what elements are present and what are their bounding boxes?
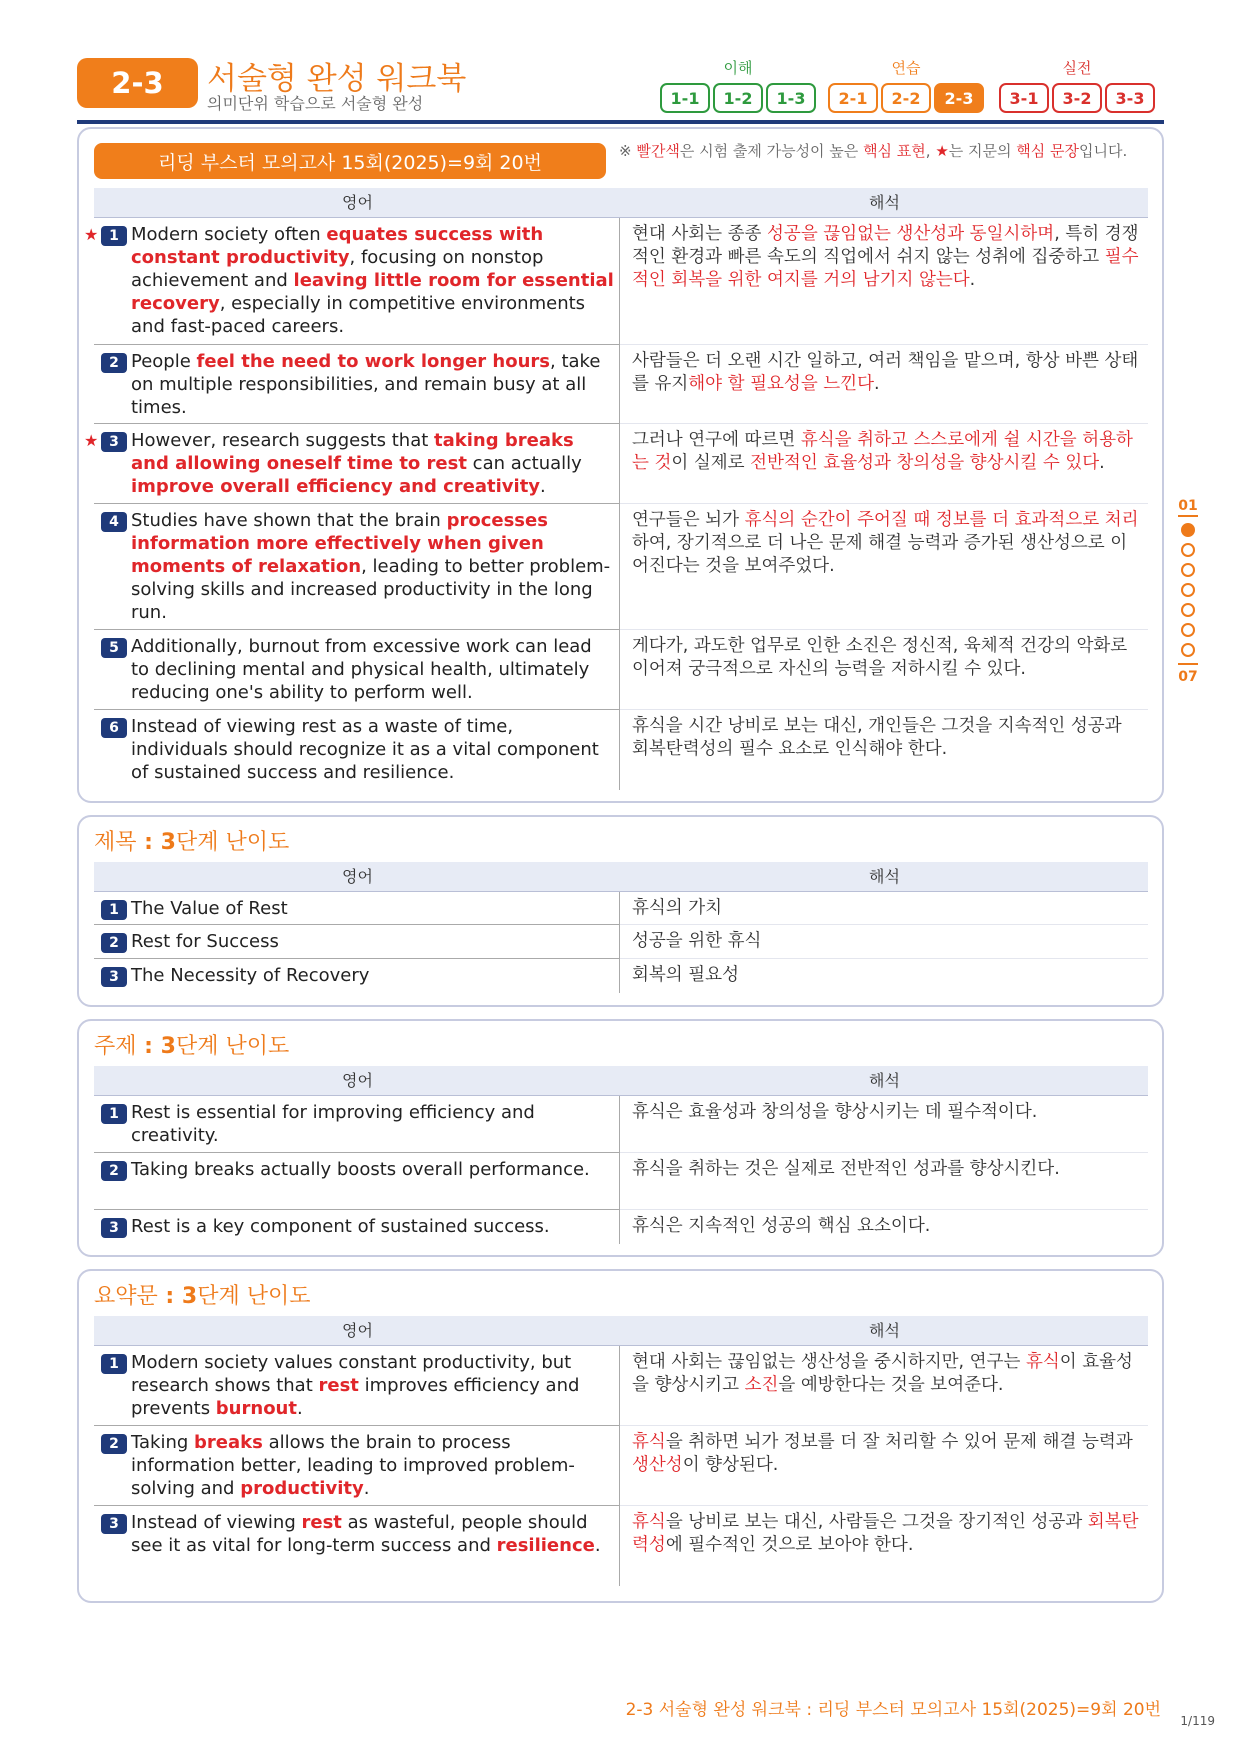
text-segment: can actually: [466, 453, 582, 474]
level-tab-3-1[interactable]: 3-1: [999, 83, 1049, 113]
text-segment: 휴식의 가치: [632, 898, 723, 918]
english-cell: [94, 892, 620, 925]
page-dot[interactable]: [1181, 583, 1195, 597]
english-cell: [94, 630, 620, 710]
page-title: 서술형 완성 워크북: [207, 61, 467, 97]
sentence-number-badge: 6: [101, 718, 127, 738]
text-segment: 이 실제로: [671, 453, 751, 473]
text-segment: Modern society values constant productivity, but research shows that: [131, 1352, 572, 1396]
text-segment: .: [363, 1478, 370, 1499]
column-header-korean: 해석: [869, 867, 900, 886]
column-header-english: 영어: [342, 867, 373, 886]
text-segment: People: [131, 351, 197, 372]
level-group-label: 이해: [723, 59, 753, 77]
level-group-practice: [828, 57, 984, 113]
text-segment: .: [874, 374, 880, 394]
text-segment: Instead of viewing: [131, 1512, 302, 1533]
section-title: 주제 : 3단계 난이도: [94, 1034, 290, 1059]
column-header-english: 영어: [342, 1321, 373, 1340]
level-tab-2-1[interactable]: 2-1: [828, 83, 878, 113]
key-expression: burnout: [215, 1398, 297, 1419]
summary-panel: [77, 1269, 1164, 1603]
text-segment: 휴식을 취하는 것은 실제로 전반적인 성과를 향상시킨다.: [632, 1159, 1060, 1179]
korean-cell: [620, 1153, 1148, 1210]
text-segment: .: [1099, 453, 1105, 473]
key-expression: 전반적인 효율성과 창의성을 향상시킬 수 있다: [750, 453, 1100, 473]
level-group-understand: [660, 57, 816, 113]
key-expression: 소진: [744, 1375, 779, 1395]
level-tab-1-1[interactable]: 1-1: [660, 83, 710, 113]
text-segment: 그러나 연구에 따르면: [632, 430, 801, 450]
korean-cell: [620, 1096, 1148, 1153]
table-row: [94, 630, 1148, 710]
korean-cell: [620, 630, 1148, 710]
key-expression: breaks: [194, 1432, 263, 1453]
key-expression: 휴식을 취하고 스스로에게 쉴 시간을 허용하는 것: [632, 430, 1133, 473]
summary-table: [94, 1316, 1148, 1556]
side-nav-end: 07: [1178, 669, 1198, 685]
text-segment: 사람들은 더 오랜 시간 일하고, 여러 책임을 맡으며, 항상 바쁜 상태를 유지: [632, 351, 1139, 394]
korean-cell: [620, 892, 1148, 925]
text-segment: Modern society often: [131, 224, 327, 245]
side-nav-start: 01: [1178, 498, 1198, 514]
text-segment: 현대 사회는 종종: [632, 224, 768, 244]
level-tab-1-3[interactable]: 1-3: [766, 83, 816, 113]
level-tab-2-3[interactable]: 2-3: [934, 83, 984, 113]
key-expression: 회복탄력성: [632, 1512, 1139, 1555]
table-row: [94, 504, 1148, 630]
key-expression: 성공을 끊임없는 생산성과 동일시하며: [767, 224, 1055, 244]
level-tab-3-3[interactable]: 3-3: [1105, 83, 1155, 113]
table-row: [94, 1506, 1148, 1586]
text-segment: Rest is a key component of sustained success.: [131, 1216, 550, 1237]
key-expression: 휴식: [632, 1512, 666, 1532]
title-table: [94, 862, 1148, 986]
chapter-badge: 2-3: [77, 58, 198, 108]
title-panel: [77, 815, 1164, 1007]
table-header: [94, 188, 1148, 218]
table-row: [94, 1210, 1148, 1244]
sentence-number-badge: 1: [101, 1104, 127, 1124]
page-subtitle: 의미단위 학습으로 서술형 완성: [207, 94, 424, 113]
text-segment: Studies have shown that the brain: [131, 510, 447, 531]
text-segment: The Value of Rest: [131, 898, 288, 919]
text-segment: However, research suggests that: [131, 430, 435, 451]
korean-cell: [620, 1426, 1148, 1506]
text-segment: 휴식은 지속적인 성공의 핵심 요소이다.: [632, 1216, 931, 1236]
section-title: 요약문 : 3단계 난이도: [94, 1284, 311, 1309]
text-segment: Rest is essential for improving efficiency and creativity.: [131, 1102, 535, 1146]
text-segment: 회복의 필요성: [632, 965, 739, 985]
text-segment: 을 예방한다는 것을 보여준다.: [778, 1375, 1004, 1395]
korean-cell: [620, 1506, 1148, 1586]
key-sentence-star-icon: ★: [84, 431, 99, 450]
table-row: [94, 710, 1148, 790]
column-header-korean: 해석: [869, 1321, 900, 1340]
korean-cell: [620, 345, 1148, 424]
level-tab-2-2[interactable]: 2-2: [881, 83, 931, 113]
korean-cell: [620, 1210, 1148, 1244]
key-expression: 휴식: [632, 1432, 666, 1452]
text-segment: 휴식을 시간 낭비로 보는 대신, 개인들은 그것을 지속적인 성공과 회복탄력성의 필수 요소로 인식해야 한다.: [632, 716, 1122, 759]
korean-cell: [620, 504, 1148, 630]
text-segment: .: [594, 1535, 601, 1556]
sentence-number-badge: 2: [101, 933, 127, 953]
text-segment: allows the brain to process information better, leading to improved problem-solving and: [131, 1432, 575, 1499]
column-header-english: 영어: [342, 193, 373, 212]
table-row: [94, 1426, 1148, 1506]
text-segment: , especially in competitive environments and fast-paced careers.: [131, 293, 586, 337]
key-expression: rest: [318, 1375, 359, 1396]
text-segment: 하여, 장기적으로 더 나은 문제 해결 능력과 증가된 생산성으로 이어진다는 것을 보여주었다.: [632, 533, 1128, 576]
page-dot[interactable]: [1181, 643, 1195, 657]
text-segment: Instead of viewing rest as a waste of time, individuals should recognize it as a vital component of sustained success and resilience.: [131, 716, 599, 783]
column-header-english: 영어: [342, 1071, 373, 1090]
text-segment: .: [540, 476, 546, 497]
korean-cell: [620, 959, 1148, 993]
text-segment: as wasteful, people should see it as vital for long-term success and: [131, 1512, 588, 1556]
text-segment: 에 필수적인 것으로 보아야 한다.: [665, 1535, 914, 1555]
korean-cell: [620, 218, 1148, 345]
text-segment: , 특히 경쟁적인 환경과 빠른 속도의 직업에서 쉬지 않는 성취에 집중하고: [632, 224, 1139, 267]
key-expression: equates success with constant productivity: [131, 224, 544, 268]
text-segment: improves efficiency and prevents: [131, 1375, 580, 1419]
korean-cell: [620, 710, 1148, 790]
page-dot[interactable]: [1181, 603, 1195, 617]
text-segment: .: [969, 270, 976, 290]
key-expression: 필수적인 회복을 위한 여지를 거의 남기지 않는다: [632, 247, 1139, 290]
passage-table: [84, 188, 1148, 783]
table-row: [94, 892, 1148, 925]
side-nav-rule: [1178, 515, 1198, 517]
table-header: [94, 862, 1148, 892]
key-sentence-star-icon: ★: [84, 225, 99, 244]
level-group-label: 실전: [1062, 59, 1092, 77]
sentence-number-badge: 1: [101, 226, 127, 246]
side-nav-dots: [1175, 523, 1201, 657]
text-segment: , focusing on nonstop achievement and: [131, 247, 544, 291]
table-row: [94, 1153, 1148, 1210]
side-nav-rule: [1178, 663, 1198, 665]
level-tab-3-2[interactable]: 3-2: [1052, 83, 1102, 113]
text-segment: 연구들은 뇌가: [632, 510, 745, 530]
text-segment: Taking: [131, 1432, 195, 1453]
page-dot[interactable]: [1181, 623, 1195, 637]
key-expression: processes information more effectively when given moments of relaxation: [131, 510, 548, 577]
source-tag: 리딩 부스터 모의고사 15회(2025)=9회 20번: [94, 143, 606, 179]
key-expression: leaving little room for essential recovery: [131, 270, 614, 314]
key-expression: 해야 할 필요성을 느낀다: [688, 374, 875, 394]
english-cell: [94, 1506, 620, 1586]
section-title: 제목 : 3단계 난이도: [94, 830, 290, 855]
table-header: [94, 1316, 1148, 1346]
key-expression: resilience: [496, 1535, 595, 1556]
table-row: [84, 218, 1148, 345]
sentence-number-badge: 2: [101, 1434, 127, 1454]
english-cell: [94, 1210, 620, 1244]
text-segment: , take on multiple responsibilities, and remain busy at all times.: [131, 351, 601, 418]
text-segment: Additionally, burnout from excessive work can lead to declining mental and physical health, ultimately reducing one's ability to perform well.: [131, 636, 592, 703]
sentence-number-badge: 3: [101, 967, 127, 987]
text-segment: , leading to better problem-solving skills and increased productivity in the long run.: [131, 556, 611, 623]
english-cell: [94, 1096, 620, 1153]
footer-title: 2-3 서술형 완성 워크북 : 리딩 부스터 모의고사 15회(2025)=9회 20번: [625, 1700, 1161, 1720]
english-cell: [94, 959, 620, 993]
key-expression: 휴식의 순간이 주어질 때 정보를 더 효과적으로 처리: [744, 510, 1139, 530]
sentence-number-badge: 3: [101, 432, 127, 452]
sentence-number-badge: 1: [101, 1354, 127, 1374]
key-expression: taking breaks and allowing oneself time to rest: [131, 430, 574, 474]
sentence-number-badge: 1: [101, 900, 127, 920]
english-cell: [94, 1426, 620, 1506]
text-segment: 현대 사회는 끊임없는 생산성을 중시하지만, 연구는: [632, 1352, 1026, 1372]
text-segment: 이 향상된다.: [682, 1455, 779, 1475]
text-segment: Taking breaks actually boosts overall performance.: [131, 1159, 590, 1180]
english-cell: [84, 218, 620, 345]
korean-cell: [620, 424, 1148, 504]
english-cell: [94, 710, 620, 790]
english-cell: [94, 1153, 620, 1210]
text-segment: .: [296, 1398, 303, 1419]
sentence-number-badge: 4: [101, 512, 127, 532]
key-expression: improve overall efficiency and creativity: [131, 476, 541, 497]
table-header: [94, 1066, 1148, 1096]
page-dot[interactable]: [1181, 543, 1195, 557]
english-cell: [94, 925, 620, 959]
english-cell: [94, 345, 620, 424]
key-expression: productivity: [240, 1478, 364, 1499]
text-segment: 휴식은 효율성과 창의성을 향상시키는 데 필수적이다.: [632, 1102, 1038, 1122]
english-cell: [94, 504, 620, 630]
side-page-nav: [1175, 498, 1201, 685]
table-row: [94, 925, 1148, 959]
text-segment: The Necessity of Recovery: [131, 965, 370, 986]
sentence-number-badge: 2: [101, 1161, 127, 1181]
theme-panel: [77, 1019, 1164, 1257]
column-header-korean: 해석: [869, 1071, 900, 1090]
english-cell: [84, 424, 620, 504]
table-row: [94, 959, 1148, 993]
key-expression: 휴식: [1025, 1352, 1060, 1372]
page-header: [77, 55, 1164, 123]
sentence-number-badge: 3: [101, 1218, 127, 1238]
page-dot[interactable]: [1181, 563, 1195, 577]
table-row: [94, 1096, 1148, 1153]
table-row: [94, 1346, 1148, 1426]
korean-cell: [620, 925, 1148, 959]
key-expression: feel the need to work longer hours: [196, 351, 551, 372]
column-header-korean: 해석: [869, 193, 900, 212]
table-row: [94, 345, 1148, 424]
sentence-number-badge: 2: [101, 353, 127, 373]
text-segment: 을 낭비로 보는 대신, 사람들은 그것을 장기적인 성공과: [665, 1512, 1088, 1532]
text-segment: 성공을 위한 휴식: [632, 931, 762, 951]
korean-cell: [620, 1346, 1148, 1426]
key-expression: 생산성: [632, 1455, 683, 1475]
text-segment: Rest for Success: [131, 931, 279, 952]
legend-note: ※ 빨간색은 시험 출제 가능성이 높은 핵심 표현, ★는 지문의 핵심 문장입니다.: [619, 142, 1128, 160]
key-expression: rest: [301, 1512, 342, 1533]
sentence-number-badge: 5: [101, 638, 127, 658]
level-group-label: 연습: [891, 59, 921, 77]
theme-table: [94, 1066, 1148, 1237]
english-cell: [94, 1346, 620, 1426]
passage-panel: [77, 127, 1164, 803]
table-row: [84, 424, 1148, 504]
page-dot[interactable]: [1181, 523, 1195, 537]
page-number: 1/119: [1180, 1714, 1215, 1728]
level-tab-1-2[interactable]: 1-2: [713, 83, 763, 113]
text-segment: 을 취하면 뇌가 정보를 더 잘 처리할 수 있어 문제 해결 능력과: [665, 1432, 1133, 1452]
text-segment: 게다가, 과도한 업무로 인한 소진은 정신적, 육체적 건강의 악화로 이어져 궁극적으로 자신의 능력을 저하시킬 수 있다.: [632, 636, 1128, 679]
header-divider: [77, 120, 1164, 124]
text-segment: 이 효율성을 향상시키고: [632, 1352, 1133, 1395]
level-group-real: [999, 57, 1155, 113]
sentence-number-badge: 3: [101, 1514, 127, 1534]
